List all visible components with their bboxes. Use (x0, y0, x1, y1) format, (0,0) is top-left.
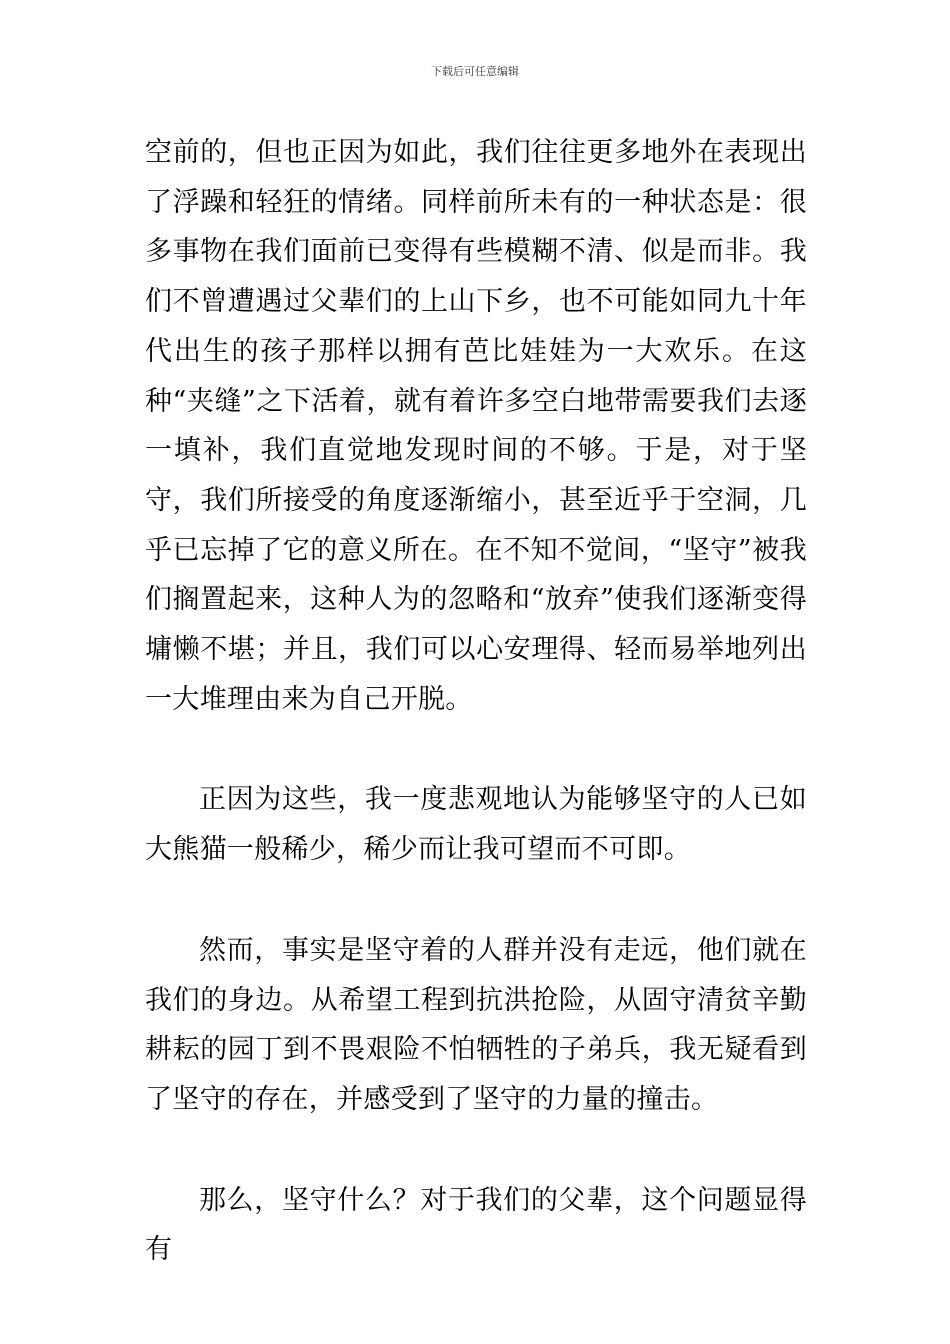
page-header: 下载后可任意编辑 (431, 65, 519, 78)
paragraph-gap (145, 724, 807, 775)
paragraph-continued: 空前的，但也正因为如此，我们往往更多地外在表现出了浮躁和轻狂的情绪。同样前所未有的一种状态是：很多事物在我们面前已变得有些模糊不清、似是而非。我们不曾遭遇过父辈们的上山下乡，也不可能如同九十年代出生的孩子那样以拥有芭比娃娃为一大欢乐。在这种“夹缝”之下活着，就有着许多空白地带需要我们去逐一填补，我们直觉地发现时间的不够。于是，对于坚守，我们所接受的角度逐渐缩小，甚至近乎于空洞，几乎已忘掉了它的意义所在。在不知不觉间，“坚守”被我们搁置起来，这种人为的忽略和“放弃”使我们逐渐变得墉懒不堪；并且，我们可以心安理得、轻而易举地列出一大堆理由来为自己开脱。 (145, 137, 807, 715)
paragraph: 正因为这些，我一度悲观地认为能够坚守的人已如大熊猫一般稀少，稀少而让我可望而不可即。 (145, 784, 807, 866)
paragraph-gap (145, 1125, 807, 1176)
paragraph: 然而，事实是坚守着的人群并没有走远，他们就在我们的身边。从希望工程到抗洪抢险，从固守清贫辛勤耕耘的园丁到不畏艰险不怕牺牲的子弟兵，我无疑看到了坚守的存在，并感受到了坚守的力量的撞击。 (145, 934, 807, 1115)
paragraph: 那么，坚守什么？对于我们的父辈，这个问题显得有 (145, 1184, 807, 1266)
paragraph-gap (145, 875, 807, 926)
document-body (145, 128, 807, 1275)
